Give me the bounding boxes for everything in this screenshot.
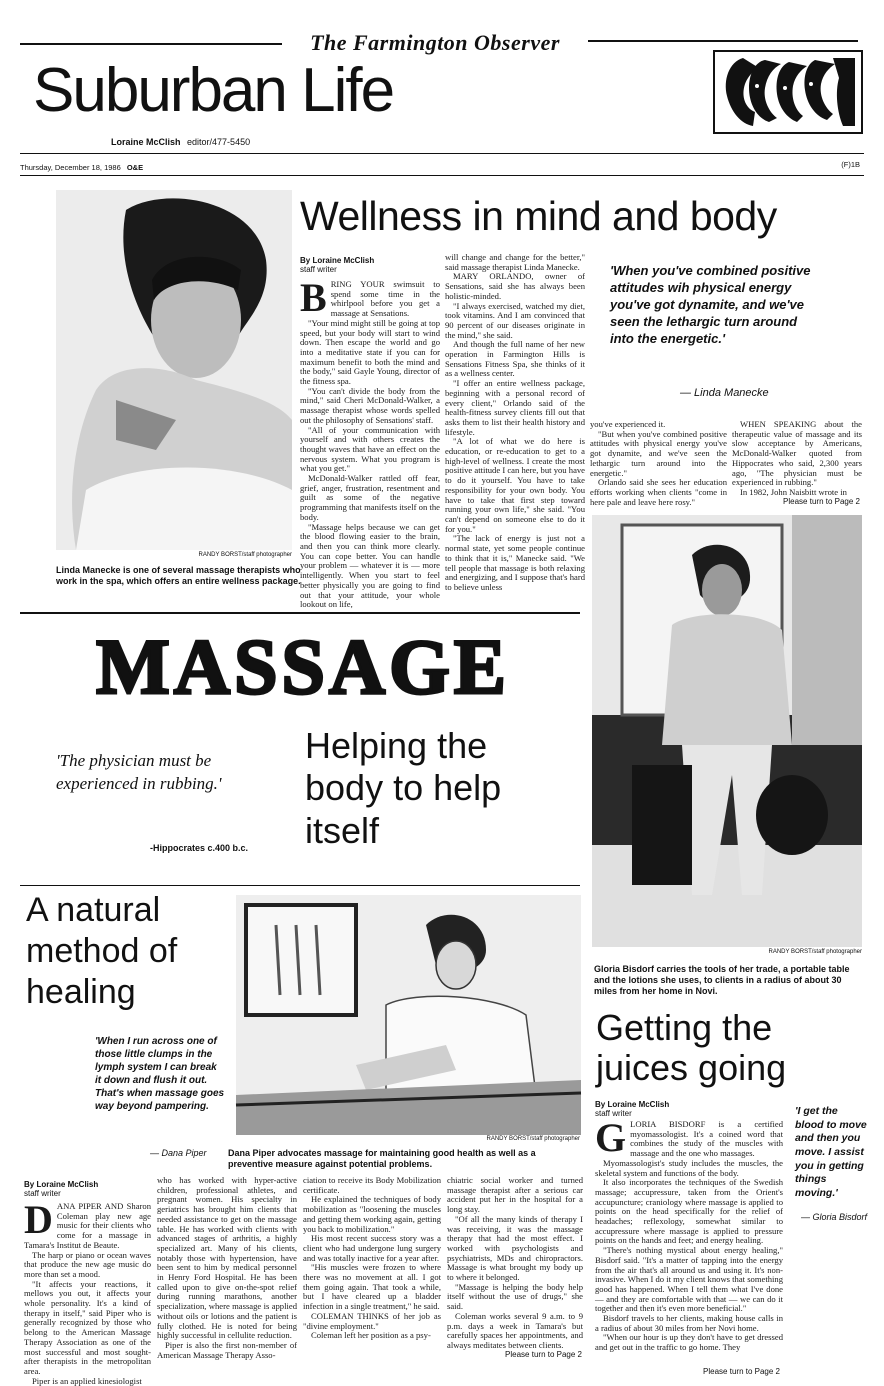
juices-dropcap: G: [595, 1115, 627, 1160]
date-rule-bottom: [20, 175, 864, 176]
wellness-paragraph: McDonald-Walker rattled off fear, grief, anger, frustration, resentment and guilt as some of the negative programming that manifests itself on the body.: [300, 473, 440, 522]
editor-title: editor/477-5450: [187, 137, 251, 147]
juices-paragraph: LORIA BISDORF is a certified myomassologist. It's a coined word that combines the study of the muscles with massage and the one who massages.: [630, 1119, 783, 1159]
natural-paragraph: ANA PIPER AND Sharon Coleman play new age music for their clients who come for a massage in Tamara's Institut de Beaute.: [24, 1201, 151, 1250]
section-title: Suburban Life: [33, 56, 394, 125]
walking-woman-icon: [592, 515, 862, 947]
juices-paragraph: Bisdorf travels to her clients, making house calls in a radius of about 30 miles from her Novi home.: [595, 1313, 783, 1333]
paper-name: The Farmington Observer: [310, 30, 560, 55]
juices-pullquote-attribution: — Gloria Bisdorf: [800, 1212, 867, 1222]
natural-headline: A natural method of healing: [26, 891, 178, 1011]
wellness-paragraph: WHEN SPEAKING about the therapeutic value of massage and its slow acceptance by Americans, McDonald-Walker quoted from Hippocrates who said, 2,300 years ago, "The physician must be experienced in rubbing.": [732, 419, 862, 488]
wellness-paragraph: "You can't divide the body from the mind," said Cheri McDonald-Walker, a massage therapist whose words spelled out the philosophy of Sensations' staff.: [300, 385, 440, 425]
juices-turn-link[interactable]: Please turn to Page 2: [703, 1367, 780, 1376]
natural-paragraph: chiatric social worker and turned massage therapist after a serious car accident put her in the hospital for a long stay.: [447, 1175, 583, 1215]
natural-paragraph: who has worked with hyper-active children, professional athletes, and pregnant women. His specialty in geriatrics has brought him clients that needed assistance to get on the massage table. He has worked with clients with advanced stages of arthritis, a highly specialized art. Many of his clients, notably those with hypertension, have been sent to him by medical personnel in Henry Ford Hospital. He has been called upon to give on-the-spot relief during running marathons, another specialization, where massage is applied without oils or lotions and the patient is fully clothed. He is noted for being highly successful in cellulite reduction.: [157, 1175, 297, 1341]
wellness-paragraph: In 1982, John Naisbitt wrote in: [740, 486, 847, 497]
portrait-photo-credit: RANDY BORST/staff photographer: [198, 552, 292, 558]
masthead-rule-left: [20, 43, 282, 45]
walking-woman-photo-credit: RANDY BORST/staff photographer: [768, 949, 862, 955]
natural-paragraph: Coleman left her position as a psy-: [311, 1330, 431, 1341]
masthead-rule-right: [588, 40, 858, 42]
natural-byline-role: staff writer: [24, 1189, 61, 1199]
wellness-paragraph: "Your mind might still be going at top speed, but your body will start to wind down. Then escape the world and go into a meditative state if you can for maximum benefit to both the mind and the body," said Gayle Young, director of the fitness spa.: [300, 317, 440, 387]
natural-byline: [24, 1180, 144, 1198]
wellness-paragraph: RING YOUR swimsuit to spend some time in the whirlpool before you get a massage at Sensations.: [330, 279, 440, 319]
date-line: [20, 163, 143, 172]
wellness-paragraph: "I offer an entire wellness package, beginning with a personal record of every client," Orlando said of the health-fitness survey clients fill out that asks them to list their health history and lifestyle.: [445, 378, 585, 437]
natural-paragraph: COLEMAN THINKS of her job as "divine employment.": [303, 1310, 441, 1331]
woman-portrait-icon: [56, 190, 292, 550]
natural-pullquote-attribution: — Dana Piper: [150, 1148, 207, 1158]
walking-woman-photo-caption: Gloria Bisdorf carries the tools of her trade, a portable table and the lotions she uses, to clients in a radius of about 30 miles from her home in Novi.: [594, 964, 850, 996]
hippocrates-attribution: -Hippocrates c.400 b.c.: [150, 843, 249, 853]
massage-title: [58, 623, 548, 710]
masks-logo: [713, 50, 863, 134]
natural-paragraph: ciation to receive its Body Mobilization certificate.: [303, 1175, 441, 1195]
natural-dropcap: D: [24, 1197, 53, 1242]
massage-banner-rule: [20, 612, 580, 614]
portrait-photo: [56, 190, 292, 550]
wellness-column-2: [445, 253, 585, 610]
natural-paragraph: "Massage is helping the body help itself without the use of drugs," she said.: [447, 1281, 583, 1312]
juices-paragraph: "There's nothing mystical about energy healing," Bisdorf said. "It's a matter of tapping into the energy from the air that's all around us and using it. It's non-invasive. When I do it my client knows that something good has happened. When I tell them what I've done — and they are comfortable with that — we can do it together and then it's even more beneficial.": [595, 1245, 783, 1314]
wellness-turn-link[interactable]: Please turn to Page 2: [783, 497, 860, 506]
wellness-paragraph: And though the full name of her new operation in Farmington Hills is Sensations Fitness Spa, she thinks of it as a wellness center.: [445, 339, 585, 379]
walking-woman-photo: [592, 515, 862, 947]
wellness-byline-role: staff writer: [300, 265, 337, 275]
wellness-column-1: [300, 275, 440, 610]
wellness-paragraph: will change and change for the better," said massage therapist Linda Manecke.: [445, 252, 585, 272]
theater-masks-icon: [715, 52, 860, 131]
wellness-paragraph: you've experienced it.: [590, 419, 666, 429]
edition-code: O&E: [126, 163, 144, 172]
wellness-paragraph: "Massage helps because we can get the blood flowing easier to the brain, and then you can think more clearly. You can cope better. You can handle your problem — whatever it is — more intelligently. When you start to feel better physically you are going to find out that your attitude, your whole lookout on life,: [300, 521, 440, 610]
wellness-pullquote-attribution: — Linda Manecke: [680, 387, 769, 399]
editor-name: Loraine McClish: [111, 137, 181, 147]
wellness-paragraph: Orlando said she sees her education efforts working when clients "come in here pale and leave here rosy.": [590, 477, 727, 507]
juices-body: [595, 1115, 783, 1368]
wellness-paragraph: "I always exercised, watched my diet, took vitamins. And I am convinced that 90 percent of our diseases originate in the mind," she said.: [445, 300, 585, 340]
natural-paragraph: "His muscles were frozen to where there was no movement at all. I got them going again. That took a while, but I have cleared up a bladder infection in a single treatment," he said.: [303, 1262, 441, 1312]
portrait-photo-caption: Linda Manecke is one of several massage therapists who work in the spa, which offers an entire wellness package.: [56, 565, 301, 586]
wellness-paragraph: "A lot of what we do here is education, or re-education to get to a high-level of wellness. I create the most positive attitude I can here, but you have to do it yourself. You have to take responsibility for your own body. You have to take that first step toward running your own life," she said. "You can't depend on someone else to do it for you.": [445, 436, 585, 534]
massage-subhead: Helping the body to help itself: [305, 725, 502, 851]
therapist-photo-caption: Dana Piper advocates massage for maintaining good health as well as a preventive measure against potential problems.: [228, 1148, 536, 1169]
natural-paragraph: He explained the techniques of body mobilization as "loosening the muscles and getting them working again, getting you back to mobilization.": [303, 1194, 441, 1234]
wellness-column-3: [590, 420, 727, 510]
therapist-photo-credit: RANDY BORST/staff photographer: [486, 1136, 580, 1142]
natural-column-2: [157, 1176, 297, 1368]
wellness-paragraph: "All of your communication with yourself and with others creates the thought waves that have an effect on the nervous system. What you program is what you get.": [300, 424, 440, 474]
hippocrates-quote: 'The physician must be experienced in rubbing.': [56, 751, 222, 793]
natural-paragraph: Piper is also the first non-member of American Massage Therapy Asso-: [157, 1339, 297, 1360]
natural-paragraph: "Of all the many kinds of therapy I was receiving, it was the massage therapy that had the most effect. I worked with psychologists and psychiatrists, MDs and chiropractors. Massage is what brought my body up to where it belonged.: [447, 1213, 583, 1283]
natural-paragraph: Coleman works several 9 a.m. to 9 p.m. days a week in Tamara's but carefully spaces her appointments, and always meditates between clients.: [447, 1310, 583, 1350]
natural-paragraph: The harp or piano or ocean waves that produce the new age music do more than set a mood.: [24, 1249, 151, 1279]
natural-column-4: [447, 1176, 583, 1348]
therapist-icon: [236, 895, 581, 1135]
natural-paragraph: His most recent success story was a client who had undergone lung surgery and was totally inactive for a year after.: [303, 1233, 441, 1263]
juices-paragraph: Myomassologist's study includes the muscles, the skeletal system and functions of the body.: [595, 1157, 783, 1178]
natural-pullquote: 'When I run across one of those little clumps in the lymph system I can break it down and flush it out. That's when massage goes way beyond pampering.: [95, 1036, 225, 1112]
natural-top-rule: [20, 885, 580, 886]
natural-byline-name: By Loraine McClish: [24, 1180, 99, 1189]
editor-credit: [111, 137, 250, 147]
wellness-byline-name: By Loraine McClish: [300, 256, 375, 265]
natural-paragraph: Piper is an applied kinesiologist: [32, 1375, 142, 1386]
page-number: (F)1B: [841, 160, 860, 169]
juices-pullquote: 'I get the blood to move and then you move. I assist you in getting things moving.': [795, 1105, 867, 1199]
natural-column-1: [24, 1197, 151, 1386]
juices-byline-role: staff writer: [595, 1109, 632, 1119]
natural-paragraph: "It affects your reactions, it mellows you out, it affects your whole personality. It's a kind of therapy in itself," said Piper who is generally recognized by those who belong to the American Massage Therapy Association as one of the most successful and most sought-after therapists in the metropolitan area.: [24, 1278, 151, 1376]
issue-date: Thursday, December 18, 1986: [20, 163, 121, 172]
therapist-photo: [236, 895, 581, 1135]
natural-turn-link[interactable]: Please turn to Page 2: [505, 1350, 582, 1359]
juices-byline-name: By Loraine McClish: [595, 1100, 670, 1109]
wellness-byline: [300, 256, 450, 274]
juices-paragraph: "When our hour is up they don't have to get dressed and get out in the traffic to go home. They: [595, 1332, 783, 1353]
natural-column-3: [303, 1176, 441, 1368]
massage-title-graphic: [58, 623, 548, 710]
wellness-column-4: [732, 420, 862, 495]
juices-paragraph: It also incorporates the techniques of the Swedish massage; accupressure, taken from the Orient's accupuncture; craniology where massage is applied to points on the head specifically for the relief of headaches; reflexology, somewhat similar to accupressure where massage is applied to pressure points on the hands and feet; and energy healing.: [595, 1177, 783, 1246]
wellness-dropcap: B: [300, 275, 327, 320]
wellness-paragraph: "But when you've combined positive attitudes with physical energy you've got dynamite, and we've seen the lethargic turn around into the energetic.": [590, 428, 727, 478]
wellness-paragraph: "The lack of energy is just not a normal state, yet some people continue to think that it is," Manecke said. "We tell people that massage is both relaxing and energizing, and I suppose that's hard to believe unless: [445, 533, 585, 592]
wellness-headline: Wellness in mind and body: [300, 193, 777, 239]
date-rule: [20, 153, 864, 154]
wellness-pullquote: 'When you've combined positive attitudes wih physical energy you've got dynamite, and we've seen the lethargic turn around into the energetic.': [610, 263, 811, 346]
massage-title-text: MASSAGE: [96, 623, 510, 710]
juices-headline: Getting the juices going: [596, 1007, 787, 1089]
wellness-paragraph: MARY ORLANDO, owner of Sensations, said she has always been holistic-minded.: [445, 271, 585, 301]
